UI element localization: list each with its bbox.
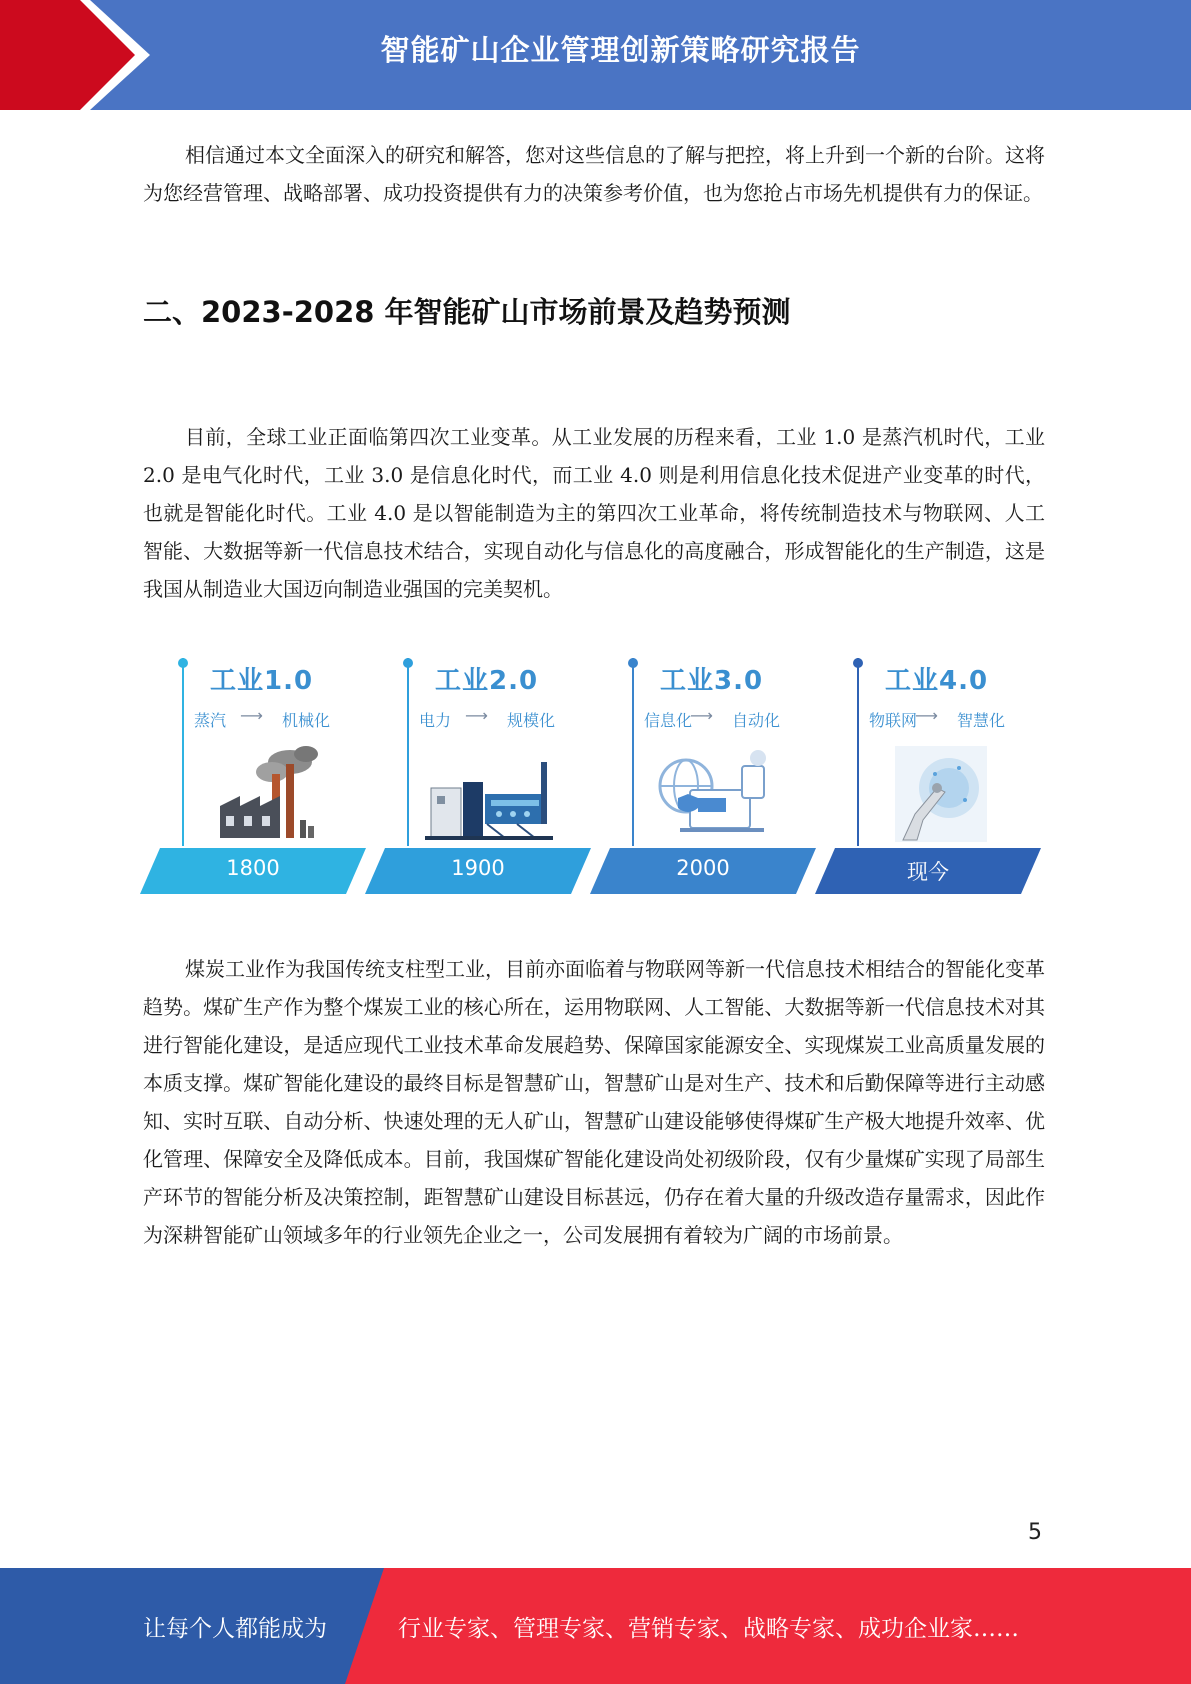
stage-arrow: ⟶	[915, 706, 938, 725]
stage-year: 1900	[451, 856, 505, 880]
timeline-stage-2	[365, 648, 591, 896]
industry-paragraph: 目前，全球工业正面临第四次工业变革。从工业发展的历程来看，工业 1.0 是蒸汽机时代，工业 2.0 是电气化时代，工业 3.0 是信息化时代，而工业 4.0 则是利用信息化技术促进产业变革的时代，也就是智能化时代。工业 4.0 是以智能制造为主的第四次工业革命，将传统制造技术与物联网、人工智能、大数据等新一代信息技术结合，实现自动化与信息化的高度融合，形成智能化的生产制造，这是我国从制造业大国迈向制造业强国的完美契机。	[143, 425, 1045, 601]
coal-paragraph: 煤炭工业作为我国传统支柱型工业，目前亦面临着与物联网等新一代信息技术相结合的智能化变革趋势。煤矿生产作为整个煤炭工业的核心所在，运用物联网、人工智能、大数据等新一代信息技术对其进行智能化建设，是适应现代工业技术革命发展趋势、保障国家能源安全、实现煤炭工业高质量发展的本质支撑。煤矿智能化建设的最终目标是智慧矿山，智慧矿山是对生产、技术和后勤保障等进行主动感知、实时互联、自动分析、快速处理的无人矿山，智慧矿山建设能够使得煤矿生产极大地提升效率、优化管理、保障安全及降低成本。目前，我国煤矿智能化建设尚处初级阶段，仅有少量煤矿实现了局部生产环节的智能分析及决策控制，距智慧矿山建设目标甚远，仍存在着大量的升级改造存量需求，因此作为深耕智能矿山领域多年的行业领先企业之一，公司发展拥有着较为广阔的市场前景。	[143, 957, 1045, 1247]
timeline-stage-1	[140, 648, 366, 896]
stage-from: 物联网	[869, 711, 918, 730]
footer-slogan-left: 让每个人都能成为	[143, 1616, 327, 1642]
stage-year: 1800	[226, 856, 280, 880]
stage-pin	[857, 658, 859, 846]
industry-timeline-figure	[140, 648, 1046, 896]
stage-title: 工业4.0	[885, 666, 989, 696]
page-footer	[0, 1568, 1191, 1684]
stage-pin	[182, 658, 184, 846]
stage-dot	[853, 658, 863, 668]
stage-from: 信息化	[644, 711, 693, 730]
page-number: 5	[1028, 1520, 1042, 1545]
timeline-stage-3	[590, 648, 816, 896]
intro-paragraph: 相信通过本文全面深入的研究和解答，您对这些信息的了解与把控，将上升到一个新的台阶。这将为您经营管理、战略部署、成功投资提供有力的决策参考价值，也为您抢占市场先机提供有力的保证。	[143, 143, 1045, 205]
computer-icon	[650, 744, 780, 844]
header-title: 智能矿山企业管理创新策略研究报告	[380, 33, 861, 67]
stage-title: 工业3.0	[660, 666, 764, 696]
stage-year: 2000	[676, 856, 730, 880]
stage-arrow: ⟶	[465, 706, 488, 725]
plant-icon	[425, 744, 555, 844]
stage-year: 现今	[907, 860, 949, 884]
stage-arrow: ⟶	[240, 706, 263, 725]
stage-from: 电力	[419, 711, 452, 730]
timeline-stage-4	[815, 648, 1041, 896]
robot-arm-icon	[875, 744, 1005, 844]
stage-title: 工业1.0	[210, 666, 314, 696]
page-header	[0, 0, 1191, 110]
stage-dot	[178, 658, 188, 668]
stage-dot	[628, 658, 638, 668]
stage-arrow: ⟶	[690, 706, 713, 725]
stage-to: 规模化	[507, 711, 556, 730]
stage-to: 机械化	[282, 711, 331, 730]
stage-to: 智慧化	[957, 711, 1006, 730]
stage-pin	[407, 658, 409, 846]
stage-from: 蒸汽	[194, 711, 227, 730]
section-title: 二、2023-2028 年智能矿山市场前景及趋势预测	[143, 295, 791, 329]
stage-to: 自动化	[732, 711, 781, 730]
footer-slogan-right: 行业专家、管理专家、营销专家、战略专家、成功企业家……	[398, 1616, 1019, 1642]
stage-pin	[632, 658, 634, 846]
stage-title: 工业2.0	[435, 666, 539, 696]
stage-dot	[403, 658, 413, 668]
factory-icon	[200, 744, 330, 844]
